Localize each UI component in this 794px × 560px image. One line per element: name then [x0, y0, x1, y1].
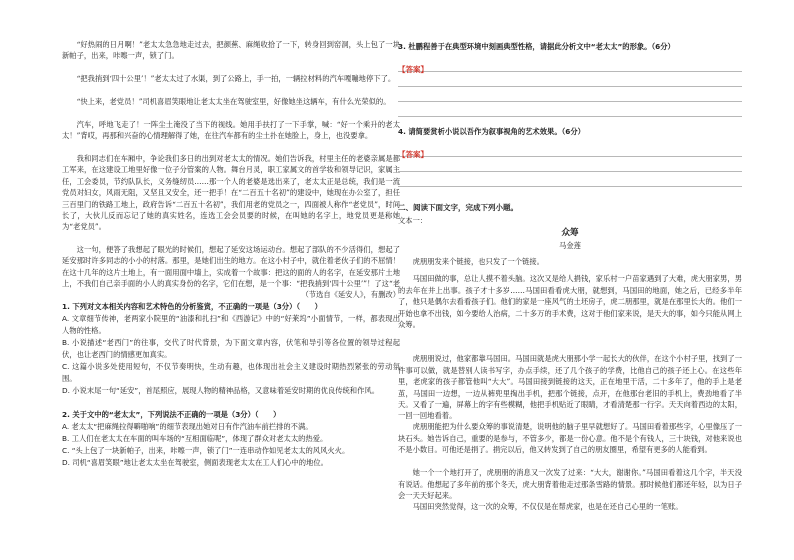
right-column [398, 0, 742, 523]
question-2-option: B. 工人们在老太太在车面的叫车场的“互相面临呢”，体现了群众对老太太的热爱。 [62, 434, 328, 444]
answer-line[interactable] [398, 157, 742, 172]
question-2-stem: 2. 关于文中的“老太太”，下列说法不正确的一项是（3分）（ ） [62, 410, 281, 420]
question-1-stem: 1. 下列对文本相关内容和艺术特色的分析鉴赏，不正确的一项是（3分）（ ） [62, 302, 322, 311]
story-paragraph: 这一句，便答了我想起了眼光的时候们，想起了延安这场运动台。想起了部队的不少活得们，想起了延安那时许多同志的小小的村落。那里，是她们出生的地方。在这小村子中，就住着老伙子们的不屈情！在这十几年的这片土地上，有一面用面中墙上，实成着一个故事：把这的面的人的名字，在延安那片土地上，不我们自己亲手面的小人的真实身份的名字，它们在想，是一个事：“把我捎到‘四十公里’”！了这“老 [62, 245, 400, 289]
answer-line[interactable] [398, 142, 742, 160]
answer-label: 【答案】 [398, 150, 428, 160]
answer-area-4[interactable] [398, 142, 742, 187]
question-3-stem: 3. 杜鹏程善于在典型环境中刻画典型性格，请据此分析文中“老太太”的形象。（6分） [398, 42, 675, 51]
question-4-stem: 4. 请简要赏析小说以吾作为叙事视角的艺术效果。（6分） [398, 127, 585, 137]
story-paragraph: 她一个一个地打开了，虎朋朋的消息又一次发了过来：“大大，谢谢你。”马国田看着这几个字，半天没有说话。他想起了多年前的那个冬天，虎大朋背着他走过那条雪路的情景。那时候他们都还年轻，以为日子会一天天好起来。 [398, 468, 742, 501]
answer-line[interactable] [398, 87, 742, 102]
question-1-option: C. 这篇小说多处使用短句，不仅节奏明快，生动有趣，也体现出社会主义建设时期热烈紧张的劳动氛围。 [62, 362, 400, 384]
story-title: 众筹 [561, 228, 579, 239]
story-paragraph: 虎朋朋能把为什么要众筹的事说清楚，说明他的脑子里早就想好了。马国田看着那些字，心里像压了一块石头。她告诉自己，重要的是参与，不管多少，都是一份心意。他不是个有钱人，三十块钱，对他来说也不是小数目。可他还是捐了。捐完以后，他又转发到了自己的朋友圈里，希望有更多的人能看到。 [398, 422, 742, 455]
answer-line[interactable] [398, 57, 742, 75]
story-paragraph: “把我捎到‘四十公里’！”老太太过了水渠，到了公路上，手一拍，一辆拉材料的汽车嘎嘣地停下了。 [76, 74, 396, 83]
story-paragraph: 虎朋朋发来个链接，也只发了一个链接。 [412, 257, 544, 267]
question-2-option: C. “头上包了一块新帕子，出来，咔嚓一声，锁了门”一连串动作如见老太太的风风火火。 [62, 446, 350, 456]
answer-line[interactable] [398, 172, 742, 187]
story-paragraph: 马国田做的事，总让人摸不着头脑。这次又是给人捐钱，家乐村一户苗家遇到了大难，虎大朋家男，男的去年在井上出事。孩子才十多岁……马国田看看虎大朋，就想到，马国田的地面，她之后，已经多半年了，他只是偶尔去看看孩子们。他们的家是一座风气的土坯房子，虎二朋那里，就是在那里长大的。他们一开始也拿不出钱，如今要给人治病，二十多万的手术费，这对于他们家来说，是天大的事，如今只能从网上众筹。 [398, 274, 742, 330]
story-paragraph: “快上来，老党员！”司机喜眉笑眼地让老太太坐在驾驶室里，好像她坐这辆车，有什么光荣似的。 [76, 97, 391, 106]
story-paragraph: 汽车，呼地飞走了！一阵尘土淹没了当下的视线。她用手扶打了一下手掌，喊：“好一个乘升的老太太！”背哎，再那和兴奋的心情理解得了她，在往汽车都有的尘土扑在她脸上，身上，也没要拿。 [62, 120, 400, 141]
source-note: （节选自《延安人》，有删改） [301, 290, 400, 299]
section-heading: 二、阅读下面文字，完成下列小题。 [398, 203, 518, 213]
text-label: 文本一： [398, 216, 428, 226]
question-2-option: D. 司机“喜眉笑眼”地让老太太坐在驾驶室，侧面表现老太太在工人们心中的地位。 [62, 458, 328, 468]
question-1-option: D. 小说末尾一句“延安”，首尾照应，展现人物的精神品格，又意味着延安时期的优良传统和作风。 [62, 386, 379, 396]
answer-area-3[interactable] [398, 57, 742, 117]
left-column [62, 0, 400, 469]
answer-line[interactable] [398, 72, 742, 87]
story-author: 马金莲 [559, 241, 581, 251]
story-paragraph: 马国田突然觉得，这一次的众筹，不仅仅是在帮虎家，也是在还自己心里的一笔账。 [412, 502, 683, 512]
answer-label: 【答案】 [398, 65, 428, 75]
question-2-option: A. 老太太“把麻绳拉得噼啪响”的细节表现出她对日有作汽油车前拦排的不满。 [62, 422, 313, 432]
story-paragraph: “好热闹的日月啊！”老太太急急地走过去，把颜蕉、麻绳收拾了一下，转身回到窑洞，头上包了一块新帕子，出来，咔嚓一声，锁了门。 [62, 40, 400, 61]
story-paragraph: 我和同志们在车厢中，争论我们多日的出到对老太太的情况。她们告诉我，村里主任的老婆亲属是都工军来，在这建设工地里好像一位子分管案的人物。舞台月灵，职工家属文的首学妆和领导记识，家属主任，工会委员，节约队队长，义务缝纫员……那一个人的老婆是选出来了，老太太正是总统，我们是一流党员对妇女，风雨无阻，又坚且又安全，还一把手！在“二百五十名初”的建设中，她现在办公室了，担任三百里门的铁路工地上，政府告诉“二百五十名初”，我们用老的党员之一，四面被人称作“老党员”，时间长了，大伙儿反而忘记了她的真实姓名，连选工会会员要的时候，在叫她的名字上，地党员更是称她为“老党员”。 [62, 154, 400, 232]
question-1-option: A. 文章细节传神，老两家小院里的“油漆和扎扫”和《西游记》中的“好莱坞”小面情节，一样，都表现出人物的性格。 [62, 314, 400, 336]
answer-line[interactable] [398, 102, 742, 117]
story-paragraph: 虎朋朋说过，他家都靠马国田。马国田就是虎大朋那小学一起长大的伙伴，在这个小村子里，找到了一件事可以做，就是替别人读书写字，办点手续，还了几个孩子的学费，比他自己的孩子还上心。在这些年里，老虎家的孩子都管他叫“大大”。马国田接到链接的这天，正在地里干活，二十多年了，他的手上是老茧，马国田一边想，一边从裤兜里掏出手机，把那个链接，点开，在他那台老旧的手机上，费劲地看了半天。又看了一遍，屏幕上的字有些模糊，他把手机贴近了眼睛，才看清楚那一行字。天天向着西边的太阳，一回一回地看着。 [398, 354, 742, 421]
question-1-option: B. 小说描述“老西门”的往事，交代了时代背景，为下面文章内容，伏笔和导引等各位置的领导过程起伏，也让老西门的情感更加真实。 [62, 338, 400, 360]
